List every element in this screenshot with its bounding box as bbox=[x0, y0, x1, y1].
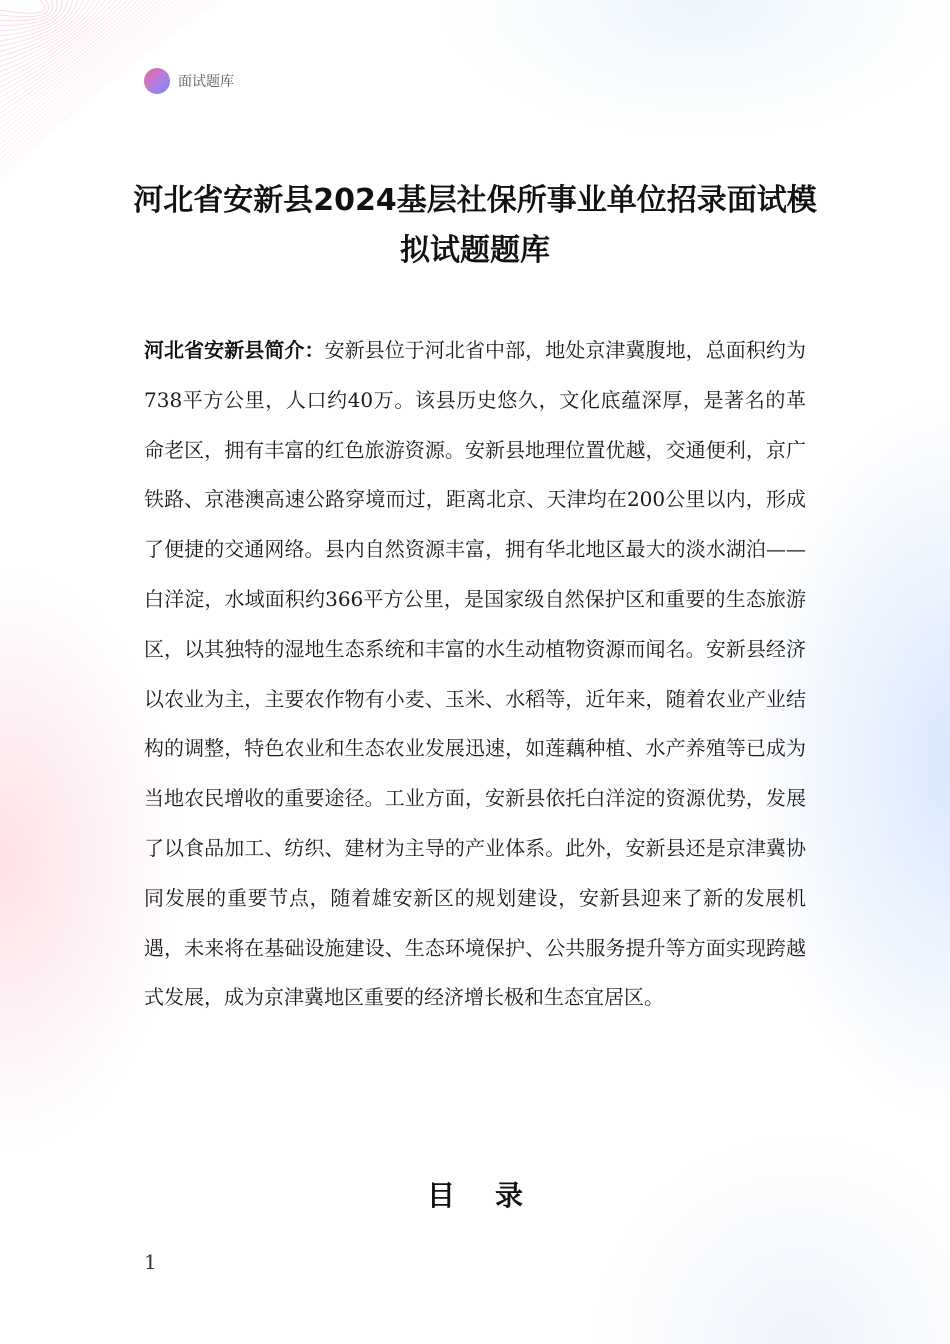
brand-name: 面试题库 bbox=[178, 74, 234, 90]
intro-paragraph bbox=[144, 326, 806, 1023]
document-title: 河北省安新县2024基层社保所事业单位招录面试模拟试题题库 bbox=[133, 183, 817, 268]
intro-text: 安新县位于河北省中部，地处京津冀腹地，总面积约为738平方公里，人口约40万。该县历史悠久，文化底蕴深厚，是著名的革命老区，拥有丰富的红色旅游资源。安新县地理位置优越，交通便利，京广铁路、京港澳高速公路穿境而过，距离北京、天津均在200公里以内，形成了便捷的交通网络。县内自然资源丰富，拥有华北地区最大的淡水湖泊——白洋淀，水域面积约366平方公里，是国家级自然保护区和重要的生态旅游区，以其独特的湿地生态系统和丰富的水生动植物资源而闻名。安新县经济以农业为主，主要农作物有小麦、玉米、水稻等，近年来，随着农业产业结构的调整，特色农业和生态农业发展迅速，如莲藕种植、水产养殖等已成为当地农民增收的重要途径。工业方面，安新县依托白洋淀的资源优势，发展了以食品加工、纺织、建材为主导的产业体系。此外，安新县还是京津冀协同发展的重要节点，随着雄安新区的规划建设，安新县迎来了新的发展机遇，未来将在基础设施建设、生态环境保护、公共服务提升等方面实现跨越式发展，成为京津冀地区重要的经济增长极和生态宜居区。 bbox=[144, 338, 806, 1010]
brand-logo-icon bbox=[144, 68, 170, 94]
intro-label: 河北省安新县简介： bbox=[144, 338, 325, 362]
toc-heading: 目录 bbox=[426, 1179, 563, 1212]
page-number: 1 bbox=[144, 1250, 157, 1274]
brand-header bbox=[144, 68, 234, 94]
